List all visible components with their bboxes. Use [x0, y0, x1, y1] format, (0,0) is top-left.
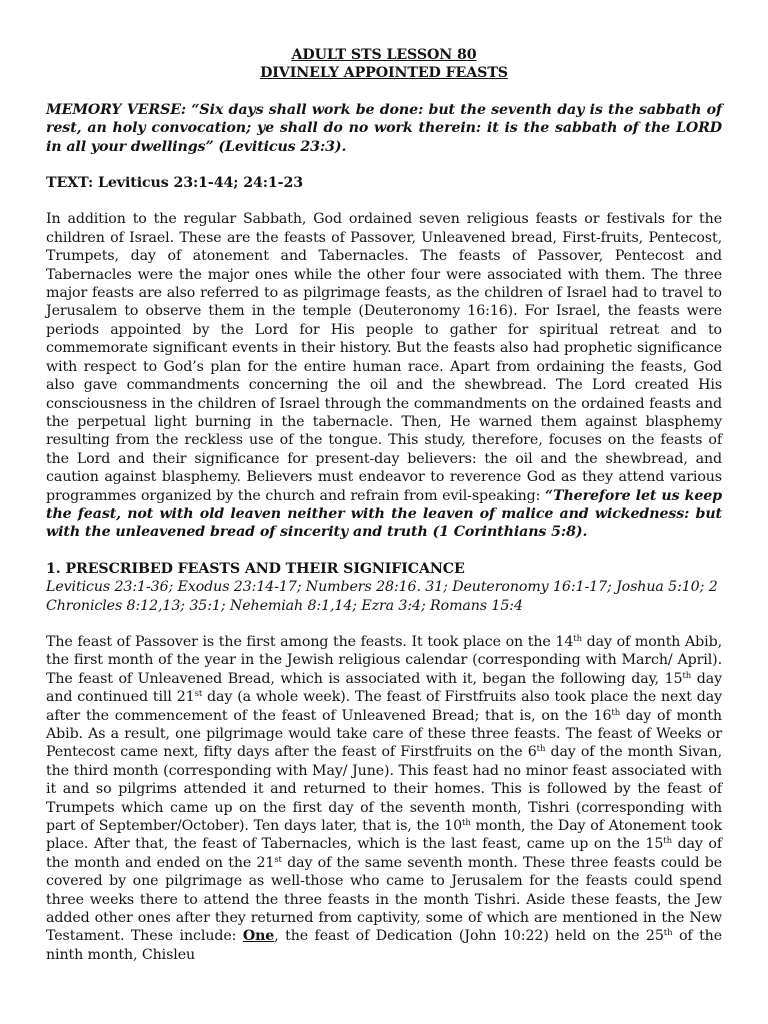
memory-verse: MEMORY VERSE: “Six days shall work be done: but the seventh day is the sabbath of rest, an holy convocation; ye shall do no work therein: it is the sabbath of the LORD in all your dwellings” (Leviticus 23:3).	[46, 101, 722, 155]
ordinal-suffix: th	[682, 670, 692, 681]
ordinal-suffix: th	[663, 928, 673, 939]
lesson-number-title: ADULT STS LESSON 80	[291, 47, 477, 63]
section-references: Leviticus 23:1-36; Exodus 23:14-17; Numbers 28:16. 31; Deuteronomy 16:1-17; Joshua 5:10; 2 Chronicles 8:12,13; 35:1; Nehemiah 8:1,14; Ezra 3:4; Romans 15:4	[46, 579, 718, 614]
ordinal-suffix: th	[663, 836, 672, 847]
para-text: day of the same seventh month. These three feasts could be covered by one pilgrimage as well-those who came to Jerusalem for the feasts could spend three weeks there to attend the three feasts in the month Tishri. Aside these feasts, the Jew added other ones after they returned from captivity, some of which are mentioned in the New Testament. These include:	[46, 854, 722, 945]
lesson-titles	[46, 46, 722, 83]
ordinal-suffix: th	[462, 818, 471, 829]
emphasis-one: One	[242, 928, 275, 945]
ordinal-suffix: st	[274, 854, 282, 865]
para-text: month, the Day of Atonement took place. After that, the feast of Tabernacles, which is the last feast, came up on the 15	[46, 818, 722, 853]
intro-quote: “Therefore let us keep the feast, not with old leaven neither with the leaven of malice and wickedness: but with the unleavened bread of sincerity and truth (1 Corinthians 5:8).	[46, 487, 722, 541]
ordinal-suffix: th	[536, 744, 546, 755]
document-page	[46, 46, 722, 964]
ordinal-suffix: th	[611, 707, 621, 718]
para-text: , the feast of Dedication (John 10:22) held on the 25	[274, 928, 664, 945]
para-text: of the ninth month, Chisleu	[46, 928, 722, 963]
feasts-paragraph	[46, 633, 722, 964]
intro-body: In addition to the regular Sabbath, God ordained seven religious feasts or festivals for the children of Israel. These are the feasts of Passover, Unleavened bread, First-fruits, Pentecost, Trumpets, day of atonement and Tabernacles. The feasts of Passover, Pentecost and Tabernacles were the major ones while the other four were associated with them. The three major feasts are also referred to as pilgrimage feasts, as the children of Israel had to travel to Jerusalem to observe them in the temple (Deuteronomy 16:16). For Israel, the feasts were periods appointed by the Lord for His people to gather for spiritual retreat and to commemorate significant events in their history. But the feasts also had prophetic significance with respect to God’s plan for the entire human race. Apart from ordaining the feasts, God also gave commandments concerning the oil and the shewbread. The Lord created His consciousness in the children of Israel through the commandments on the ordained feasts and the perpetual light burning in the tabernacle. Then, He warned them against blasphemy resulting from the reckless use of the tongue. This study, therefore, focuses on the feasts of the Lord and their significance for present-day believers: the oil and the shewbread, and caution against blasphemy. Believers must endeavor to reverence God as they attend various programmes organized by the church and refrain from evil-speaking:	[46, 211, 722, 504]
para-text: day of month Abib, the first month of the year in the Jewish religious calendar (corresponding with March/ April). The feast of Unleavened Bread, which is associated with it, began the following day, 15	[46, 633, 722, 687]
para-text: The feast of Passover is the first among the feasts. It took place on the 14	[46, 633, 574, 650]
text-reference: TEXT: Leviticus 23:1-44; 24:1-23	[46, 175, 304, 192]
intro-paragraph	[46, 210, 722, 541]
section-heading: 1. PRESCRIBED FEASTS AND THEIR SIGNIFICANCE	[46, 560, 465, 577]
para-text: day (a whole week). The feast of Firstfruits also took place the next day after the commencement of the feast of Unleavened Bread; that is, on the 16	[46, 689, 723, 724]
para-text: day of month Abib. As a result, one pilgrimage would take care of these three feasts. The feast of Weeks or Pentecost came next, fifty days after the feast of Firstfruits on the 6	[46, 707, 722, 761]
ordinal-suffix: st	[194, 689, 203, 700]
para-text: day of the month and ended on the 21	[46, 836, 723, 871]
lesson-main-title: DIVINELY APPOINTED FEASTS	[260, 65, 508, 82]
ordinal-suffix: th	[573, 633, 582, 644]
para-text: day and continued till 21	[46, 670, 722, 706]
para-text: day of the month Sivan, the third month (corresponding with May/ June). This feast had no minor feast associated with it and so pilgrims attended it and returned to their homes. This is followed by the feast of Trumpets which came up on the first day of the seventh month, Tishri (corresponding with part of September/October). Ten days later, that is, the 10	[46, 744, 722, 835]
